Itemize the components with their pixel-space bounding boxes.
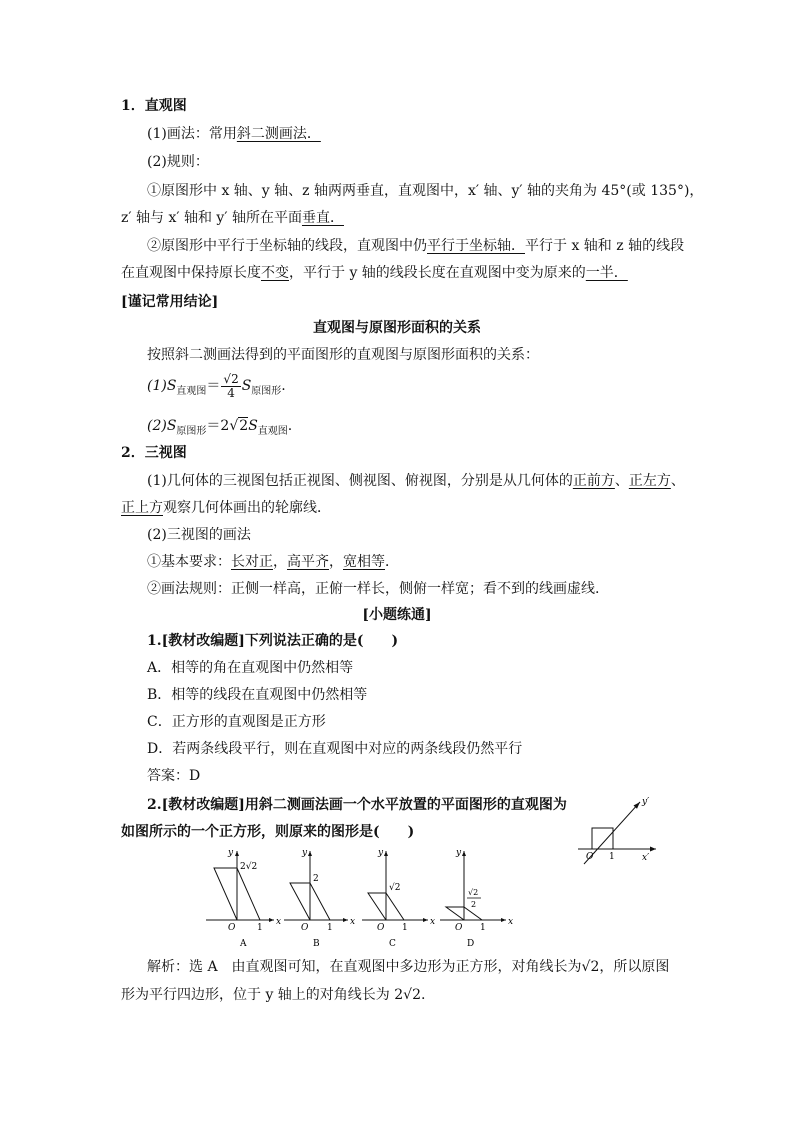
formula1-eq: ＝ [206,378,221,394]
s2r1-end: ． [385,554,399,570]
formula2-end: . [287,418,293,434]
y-arrow-icon [384,851,388,856]
s2r1-s2: ， [329,554,343,570]
q2-stem-line2: 如图所示的一个正方形，则原来的图形是( ) [121,824,415,840]
section2-rule2: ②画法规则：正侧一样高，正俯一样长，侧俯一样宽；看不到的线画虚线. [147,581,600,597]
rule2-line2 [121,263,628,283]
section1-title: 1．直观图 [121,98,187,114]
s2r1-u2: 高平齐 [287,554,329,570]
method-underline: 斜二测画法． [236,126,321,142]
s2-underline-b: 正左方 [628,473,671,489]
x-label: x [508,917,514,927]
y-label: y [302,848,308,858]
practice-title: [小题练通] [362,607,432,623]
origin-label: O [377,923,385,933]
caption-a: A [240,939,247,949]
origin-label: O′ [586,852,596,862]
s2-underline-a: 正前方 [572,473,615,489]
formula1-end: . [281,378,286,394]
s2-text-b: 观察几何体画出的轮廓线． [163,500,331,516]
origin-label: O [455,923,463,933]
method-text: (1)画法：常用 [147,126,237,142]
rule2-text-a: ②原图形中平行于坐标轴的线段，直观图中仍 [147,238,427,254]
q2-stem-line1: 2.[教材改编题]用斜二测画法画一个水平放置的平面图形的直观图为 [147,797,567,813]
length-label-num: √2 [468,888,479,897]
formula-1 [147,372,286,406]
s2r1-u3: 宽相等 [343,554,385,570]
section2-p1-line1 [147,471,685,491]
note-center-title: 直观图与原图形面积的关系 [313,320,481,336]
section2-p1-line2 [121,498,331,518]
formula1-den: 4 [227,385,235,400]
y-label: y [378,848,384,858]
section1-rules-heading: (2)规则： [147,154,209,170]
oblique-square-figure [574,792,664,868]
formula2-s2: S [248,418,258,434]
formula1-sub2: 原图形 [251,385,282,397]
s2r1-text: ①基本要求： [147,554,231,570]
s2-underline-c: 正上方 [121,500,163,516]
note-paragraph: 按照斜二测画法得到的平面图形的直观图与原图形面积的关系： [147,347,539,363]
section2-title: 2．三视图 [121,445,187,461]
length-label-den: 2 [471,900,477,909]
rule2-underline-a: 平行于坐标轴． [427,238,525,254]
formula-2 [147,416,292,442]
s2-sep-a: 、 [614,473,629,489]
figure-option-d [438,845,516,951]
formula2-root: √ [229,418,239,434]
x-arrow-icon [423,918,428,922]
formula2-sub1: 原图形 [176,425,207,437]
formula1-s: (1)S [147,378,177,394]
y-arrow-icon [308,851,312,856]
formula1-sub1: 直观图 [176,385,207,397]
origin-label: O [228,923,236,933]
rule2-text-c: 在直观图中保持原长度 [121,265,261,281]
unit-label: 1 [480,923,486,933]
y-arrow-icon [462,851,466,856]
caption-d: D [467,939,475,949]
caption-b: B [313,939,320,949]
formula2-s: (2)S [147,418,177,434]
unit-label: 1 [257,923,263,933]
rule1-underline: 垂直． [301,210,344,226]
unit-label: 1 [609,852,615,862]
y-prime-label: y′ [642,797,650,807]
solution-line2: 形为平行四边形，位于 y 轴上的对角线长为 2√2. [121,987,426,1003]
x-label: x [350,917,356,927]
unit-label: 1 [327,923,333,933]
q1-option-b: B．相等的线段在直观图中仍然相等 [147,687,368,703]
x-label: x [276,917,282,927]
y-label: y [228,848,234,858]
rule1-text: z′ 轴与 x′ 轴和 y′ 轴所在平面 [121,210,302,226]
x-prime-label: x′ [642,853,650,863]
q1-answer: 答案：D [147,768,201,784]
rule2-underline-b: 不变 [261,265,289,281]
y-arrow-icon [235,851,239,856]
formula1-num: √2 [223,371,239,386]
solution-line1: 解析：选 A 由直观图可知，在直观图中多边形为正方形，对角线长为√2，所以原图 [147,959,670,975]
length-label: 2 [313,874,319,884]
rule2-text-b: 平行于 x 轴和 z 轴的线段 [525,238,685,254]
section2-rule1 [147,552,399,572]
formula1-s2: S [241,378,252,394]
figure-option-c [360,845,438,951]
formula1-fraction [221,373,240,400]
figure-option-a [204,845,282,951]
x-arrow-icon [650,847,656,852]
q1-option-d: D．若两条线段平行，则在直观图中对应的两条线段仍然平行 [147,741,523,757]
caption-c: C [389,939,396,949]
q1-option-a: A．相等的角在直观图中仍然相等 [147,660,354,676]
formula2-rad: 2 [239,418,249,434]
rule1-line2 [121,208,344,228]
x-arrow-icon [343,918,348,922]
note-title: [谨记常用结论] [121,294,219,310]
rule2-text-d: ，平行于 y 轴的线段长度在直观图中变为原来的 [289,265,586,281]
rule1-line1: ①原图形中 x 轴、y 轴、z 轴两两垂直，直观图中，x′ 轴、y′ 轴的夹角为 45°(或 135°)， [147,183,704,199]
section2-p2: (2)三视图的画法 [147,527,251,543]
x-arrow-icon [501,918,506,922]
origin-label: O [301,923,309,933]
section1-method [147,124,321,144]
length-label: 2√2 [240,862,258,872]
length-label: √2 [389,883,401,893]
s2-sep-b: 、 [670,473,685,489]
y-label: y [456,848,462,858]
s2r1-u1: 长对正 [231,554,273,570]
unit-label: 1 [402,923,408,933]
s2r1-s1: ， [273,554,287,570]
formula2-sub2: 直观图 [257,425,288,437]
q1-stem: 1.[教材改编题]下列说法正确的是( ) [147,633,399,649]
figure-option-b [282,845,360,951]
square-shape [592,828,613,849]
formula2-eq: ＝2 [206,418,230,434]
x-arrow-icon [269,918,274,922]
x-label: x [430,917,436,927]
s2-text-a: (1)几何体的三视图包括正视图、侧视图、俯视图，分别是从几何体的 [147,473,573,489]
rule2-line1 [147,236,684,256]
q1-option-c: C．正方形的直观图是正方形 [147,714,326,730]
rule2-underline-c: 一半． [585,265,628,281]
